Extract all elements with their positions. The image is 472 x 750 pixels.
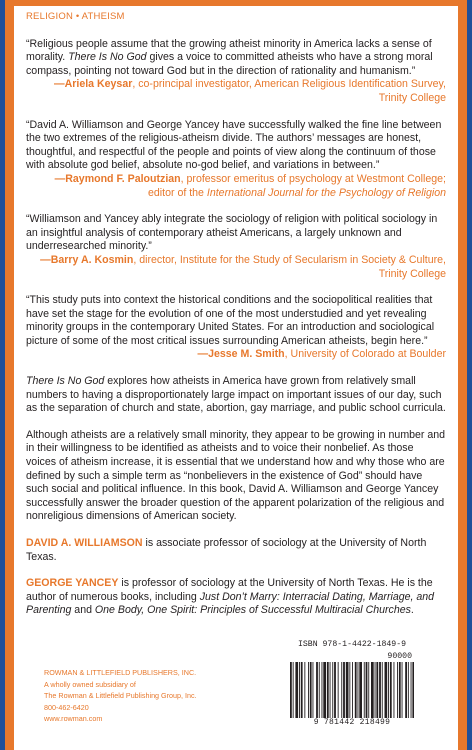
barcode-bar (375, 662, 376, 718)
author-bio-williamson: DAVID A. WILLIAMSON is associate professor of sociology at the University of North Texas. (26, 537, 427, 563)
barcode-bar (322, 662, 323, 718)
barcode-bar (290, 662, 292, 718)
blurb-smith (26, 294, 446, 362)
barcode-bar (366, 662, 368, 718)
barcode-bar (358, 662, 359, 718)
barcode-bar (394, 662, 395, 718)
barcode-bar (412, 662, 414, 718)
publisher-name: ROWMAN & LITTLEFIELD PUBLISHERS, INC. (44, 668, 197, 677)
left-border-stripe (0, 0, 14, 750)
barcode-bar (301, 662, 303, 718)
barcode-bar (397, 662, 398, 718)
barcode-bar (364, 662, 365, 718)
description-paragraph-2: Although atheists are a relatively small minority, they appear to be growing in number and in their willingness to be identified as atheists and to voice their nonbelief. As those voices of atheism increase, it is essential that we understand how and why those who are defined by such a simple term as “nonbelievers in the existence of God” should have such social and political influence. In this book, David A. Williamson and George Yancey successfully answer the broader question of the apparent polarization of the religious and nonreligious dimensions of American society. (26, 428, 446, 523)
barcode-bar (341, 662, 342, 718)
barcode-bar (308, 662, 309, 718)
blurb-text: “Religious people assume that the growing atheist minority in America lacks a sense of morality. There Is No God gives a voice to committed atheists who have a strong moral compass, pointing not toward God but in the direction of rationality and humanism.” (26, 37, 433, 77)
barcode-bar (304, 662, 305, 718)
barcode-bar (355, 662, 357, 718)
blurb-attribution: —Barry A. Kosmin, director, Institute for the Study of Secularism in Society & Culture, Trinity College (40, 253, 446, 280)
blurb-attribution: —Ariela Keysar, co-principal investigator, American Religious Identification Survey, Trinity College (54, 78, 446, 104)
barcode-bar (327, 662, 329, 718)
blurb-kosmin (26, 213, 446, 281)
barcode-bar (343, 662, 345, 718)
blurb-text: “This study puts into context the historical conditions and the sociopolitical realities that have set the stage for the evolution of one of the most understudied and yet revealing minority groups in the contemporary United States. For an introduction and sociological picture of some of the most critical issues surrounding American atheists, begin here.” (26, 294, 435, 347)
price-code: 90000 (387, 652, 412, 661)
barcode-bar (402, 662, 403, 718)
barcode-bar (390, 662, 392, 718)
barcode-bar (405, 662, 407, 718)
barcode (288, 640, 416, 730)
barcode-bar (352, 662, 353, 718)
isbn-number: ISBN 978-1-4422-1849-9 (297, 640, 407, 649)
blurb-keysar (26, 38, 446, 106)
category-label: RELIGION • ATHEISM (26, 11, 125, 22)
barcode-bar (408, 662, 409, 718)
blurb-text: “David A. Williamson and George Yancey have successfully walked the fine line between the two extremes of the religious-atheism divide. The authors’ messages are honest, thoughtful, and respectful of the people and points of view along the continuum of those with absolute god belief, absolute no-god belief, and variations in between.” (26, 118, 442, 172)
publisher-subsidiary: A wholly owned subsidiary of (44, 679, 136, 689)
barcode-bar (368, 662, 369, 718)
barcode-bar (359, 662, 362, 718)
barcode-bar (323, 662, 326, 718)
barcode-bar (334, 662, 336, 718)
barcode-bar (371, 662, 374, 718)
description-paragraph-1: There Is No God explores how atheists in America have grown from relatively small numbers to having a disproportionately large impact on important issues of our day, such as the separation of church and state, abortion, gay marriage, and public school curricula. (26, 375, 446, 415)
barcode-bar (399, 662, 401, 718)
publisher-website: www.rowman.com (44, 714, 103, 724)
barcode-bar (379, 662, 381, 718)
author-bio-yancey: GEORGE YANCEY is professor of sociology at the University of North Texas. He is the author of numerous books, including Just Don’t Marry: Interracial Dating, Marriage, and Parenting and One Body, One Spirit: Principles of Successful Multiracial Churches. (26, 577, 435, 617)
barcode-bar (316, 662, 318, 718)
publisher-phone: 800-462-6420 (44, 702, 89, 712)
barcode-bar (313, 662, 314, 718)
blurb-attribution: —Jesse M. Smith, University of Colorado at Boulder (197, 348, 446, 361)
barcode-bar (319, 662, 320, 718)
ean-digits: 9 781442 218499 (313, 718, 391, 727)
barcode-bar (310, 662, 312, 718)
back-cover-content (26, 10, 446, 631)
barcode-bar (385, 662, 388, 718)
publisher-info (44, 667, 197, 725)
barcode-bar (349, 662, 350, 718)
right-border-stripe (458, 0, 472, 750)
barcode-bar (388, 662, 389, 718)
publisher-group: The Rowman & Littlefield Publishing Group, Inc. (44, 691, 197, 701)
barcode-bar (338, 662, 339, 718)
blurb-attribution: —Raymond F. Paloutzian, professor emeritus of psychology at Westmont College; editor of the International Journal for the Psychology of Religion (54, 172, 446, 199)
barcode-bar (346, 662, 349, 718)
barcode-bar (332, 662, 333, 718)
barcode-bars (290, 662, 414, 718)
blurb-text: “Williamson and Yancey ably integrate the sociology of religion with political sociology in an insightful analysis of contemporary atheist Americans, a largely unknown and underresearched minority.” (26, 213, 438, 253)
barcode-bar (411, 662, 412, 718)
barcode-bar (330, 662, 331, 718)
barcode-bar (293, 662, 294, 718)
barcode-bar (382, 662, 383, 718)
barcode-bar (295, 662, 298, 718)
blurb-paloutzian (26, 119, 446, 201)
barcode-bar (376, 662, 378, 718)
barcode-bar (299, 662, 300, 718)
